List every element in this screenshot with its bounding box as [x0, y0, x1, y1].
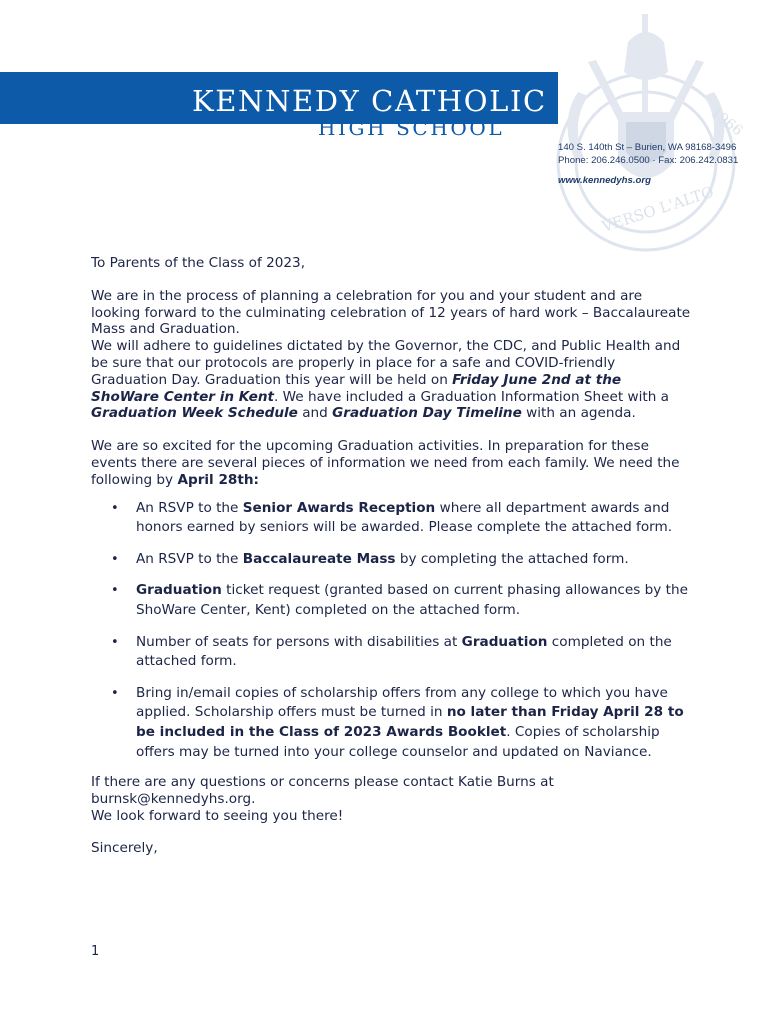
requirements-list: [91, 499, 691, 763]
bullet: •: [111, 583, 119, 599]
school-name: KENNEDY CATHOLIC: [192, 84, 547, 118]
contact-block: [558, 141, 738, 187]
crest-year: 1966: [707, 104, 746, 140]
list-item: • Graduation ticket request (granted based on current phasing allowances by the ShoWare Center, Kent) completed on the attached form.: [111, 582, 688, 618]
list-item: • Number of seats for persons with disabilities at Graduation completed on the attached form.: [111, 633, 672, 670]
paragraph-intro: We are in the process of planning a celebration for you and your student and are looking forward to the culminating celebration of 12 years of hard work – Baccalaureate Mass and Graduation.: [91, 287, 691, 338]
paragraph-requirements: We are so excited for the upcoming Graduation activities. In preparation for these events there are several pieces of information we need from each family. We need the following by April 28th:: [91, 438, 680, 488]
phone-fax: Phone: 206.246.0500 · Fax: 206.242.0831: [558, 155, 739, 166]
bullet: •: [111, 551, 119, 567]
page-number: 1: [91, 944, 100, 959]
list-item: • An RSVP to the Senior Awards Reception where all department awards and honors earned by seniors will be awarded. Please complete the attached form.: [111, 499, 673, 536]
school-crest-watermark: [518, 2, 768, 264]
paragraph-guidelines: We will adhere to guidelines dictated by the Governor, the CDC, and Public Health and be sure that our protocols are properly in place for a safe and COVID-friendly Graduation Day. Graduation this year will be held on Friday June 2nd at the ShoWare Center in Kent. We have included a Graduation Information Sheet with a Graduation Week Schedule and Graduation Day Timeline with an agenda.: [91, 338, 681, 422]
paragraph-contact: If there are any questions or concerns please contact Katie Burns at burnsk@kennedyhs.org.: [91, 774, 554, 807]
school-subtitle: HIGH SCHOOL: [318, 116, 505, 140]
bullet: •: [111, 634, 119, 650]
paragraph-closing-line: We look forward to seeing you there!: [91, 807, 344, 824]
bullet: •: [111, 500, 119, 516]
list-item: • An RSVP to the Baccalaureate Mass by completing the attached form.: [91, 550, 691, 570]
bullet: •: [111, 685, 119, 701]
list-item: • Bring in/email copies of scholarship offers from any college to which you have applied. Scholarship offers must be turned in no later than Friday April 28 to be included in the Class of 2023 Awards Booklet. Copies of scholarship offers may be turned into your college counselor and updated on Naviance.: [111, 684, 684, 760]
sign-off: Sincerely,: [91, 840, 158, 857]
crest-motto: VERSO L'ALTO: [599, 182, 716, 236]
salutation: To Parents of the Class of 2023,: [91, 255, 306, 271]
letter-body: [91, 255, 691, 857]
address: 140 S. 140th St – Burien, WA 98168-3496: [558, 142, 737, 153]
website-link[interactable]: www.kennedyhs.org: [558, 175, 651, 186]
